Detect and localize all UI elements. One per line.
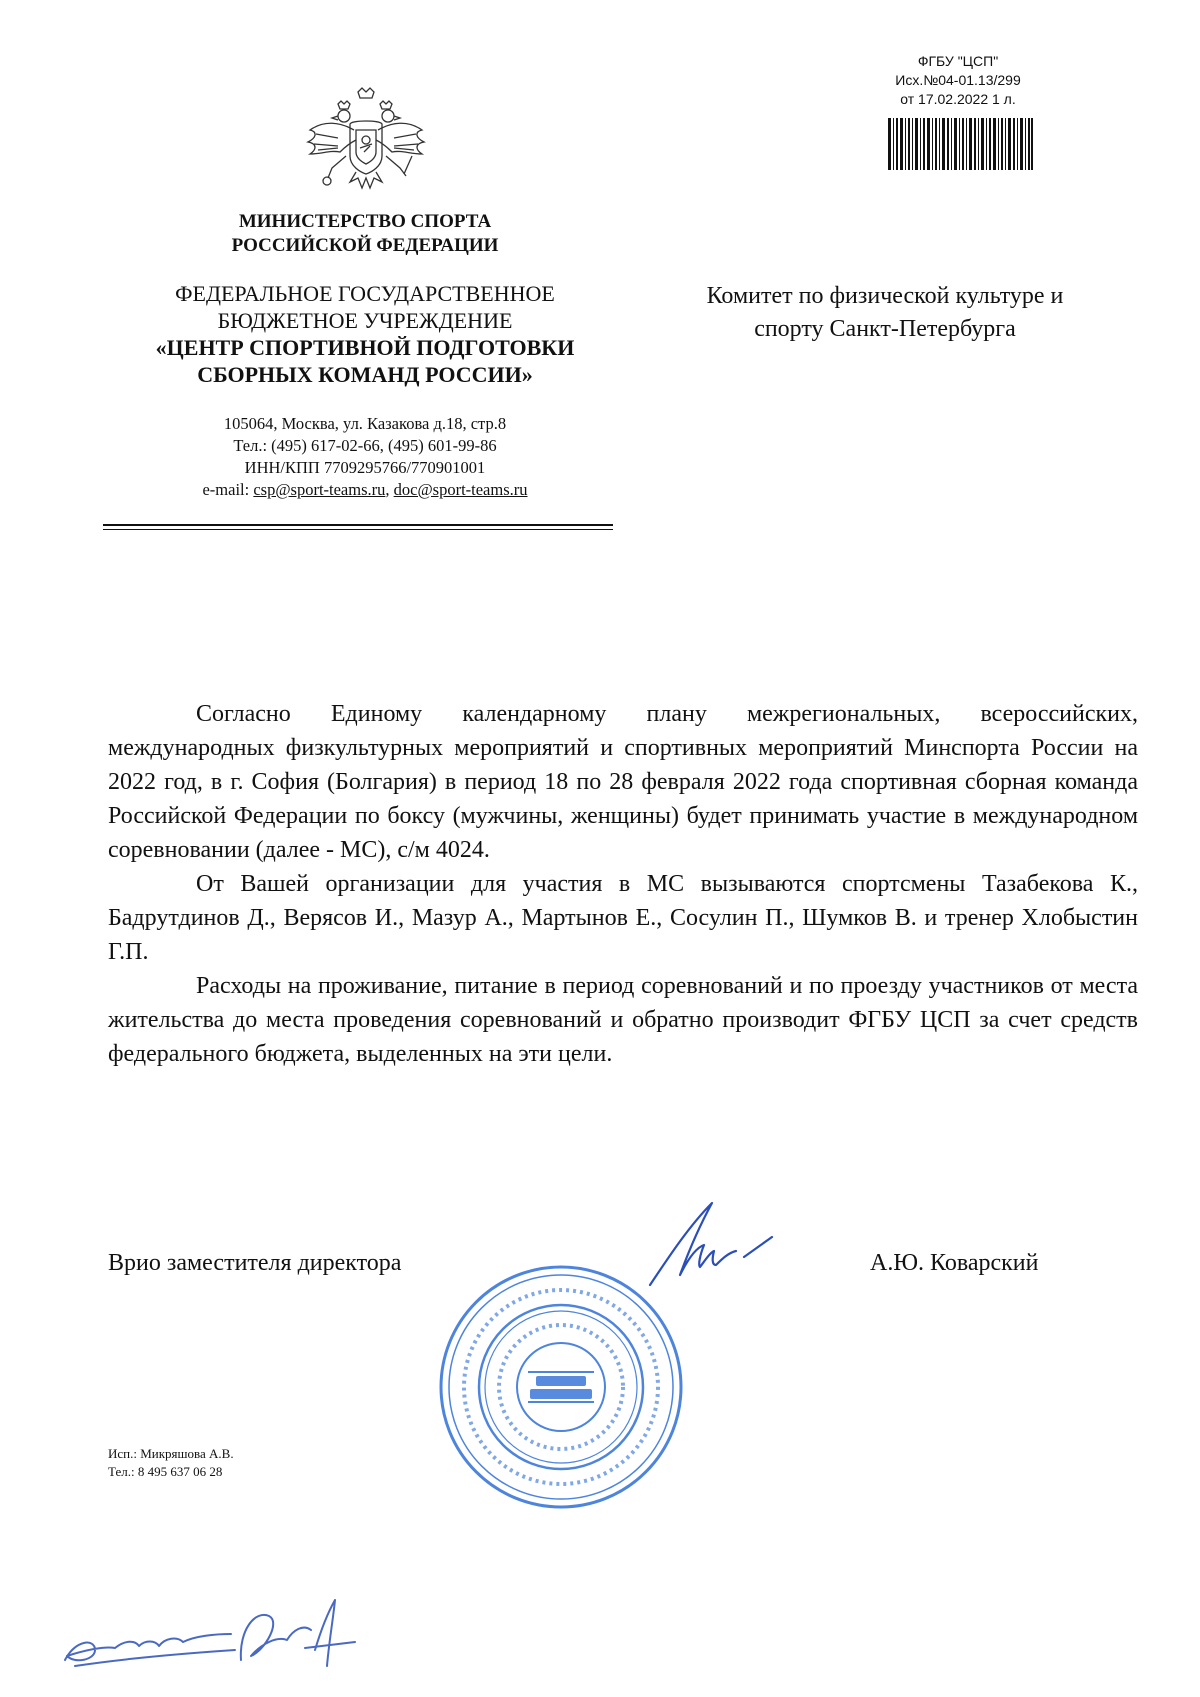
- ministry-line-2: РОССИЙСКОЙ ФЕДЕРАЦИИ: [231, 235, 499, 256]
- email-separator: ,: [385, 480, 394, 499]
- registration-org: ФГБУ "ЦСП": [917, 53, 999, 69]
- addressee-line-1: Комитет по физической культуре и: [706, 283, 1064, 309]
- email-link-csp[interactable]: csp@sport-teams.ru: [253, 480, 386, 499]
- letterhead-divider-thick: [103, 524, 613, 526]
- organization-contacts: [140, 413, 590, 501]
- org-email-line: [140, 479, 590, 501]
- coat-of-arms-emblem: [300, 86, 432, 198]
- body-paragraph-3: Расходы на проживание, питание в период соревнований и по проезду участников от места жительства до места проведения соревнований и обратно производит ФГБУ ЦСП за счет средств федерального бюджета, выделенных на эти цели.: [108, 973, 1138, 1067]
- handwritten-registration-mark: [55, 1590, 395, 1680]
- registration-block: [858, 52, 1058, 109]
- org-phone: Тел.: (495) 617-02-66, (495) 601-99-86: [233, 436, 497, 455]
- official-round-stamp: [436, 1262, 686, 1512]
- registration-number: Исх.№04-01.13/299: [895, 72, 1021, 88]
- org-line-4: СБОРНЫХ КОМАНД РОССИИ»: [197, 362, 533, 387]
- ministry-line-1: МИНИСТЕРСТВО СПОРТА: [238, 211, 492, 232]
- letter-body: [108, 697, 1138, 1071]
- registration-date: от 17.02.2022 1 л.: [900, 91, 1016, 107]
- addressee: [650, 280, 1120, 346]
- executor-name: Исп.: Микряшова А.В.: [108, 1446, 234, 1461]
- addressee-line-2: спорту Санкт-Петербурга: [754, 316, 1016, 342]
- signatory-title: Врио заместителя директора: [108, 1250, 402, 1276]
- executor-info: [108, 1445, 234, 1481]
- organization-header: [110, 280, 620, 388]
- org-line-2: БЮДЖЕТНОЕ УЧРЕЖДЕНИЕ: [217, 308, 513, 333]
- org-line-3: «ЦЕНТР СПОРТИВНОЙ ПОДГОТОВКИ: [155, 335, 575, 360]
- body-paragraph-1: Согласно Единому календарному плану межрегиональных, всероссийских, международных физкультурных мероприятий и спортивных мероприятий Минспорта России на 2022 год, в г. София (Болгария) в период 18 по 28 февраля 2022 года спортивная сборная команда Российской Федерации по боксу (мужчины, женщины) будет принимать участие в международном соревновании (далее - МС), с/м 4024.: [108, 701, 1138, 863]
- letterhead-divider-thin: [103, 529, 613, 530]
- email-link-doc[interactable]: doc@sport-teams.ru: [393, 480, 528, 499]
- executor-phone: Тел.: 8 495 637 06 28: [108, 1464, 223, 1479]
- org-line-1: ФЕДЕРАЛЬНОЕ ГОСУДАРСТВЕННОЕ: [175, 281, 555, 306]
- body-paragraph-2: От Вашей организации для участия в МС вызываются спортсмены Тазабекова К., Бадрутдинов Д., Верясов И., Мазур А., Мартынов Е., Сосулин П., Шумков В. и тренер Хлобыстин Г.П.: [108, 871, 1138, 965]
- org-inn-kpp: ИНН/КПП 7709295766/770901001: [244, 458, 486, 477]
- barcode: [888, 118, 1033, 170]
- email-label: e-mail:: [202, 480, 254, 499]
- org-address: 105064, Москва, ул. Казакова д.18, стр.8: [223, 414, 507, 433]
- ministry-header: [180, 210, 550, 258]
- signatory-name: А.Ю. Коварский: [870, 1250, 1039, 1276]
